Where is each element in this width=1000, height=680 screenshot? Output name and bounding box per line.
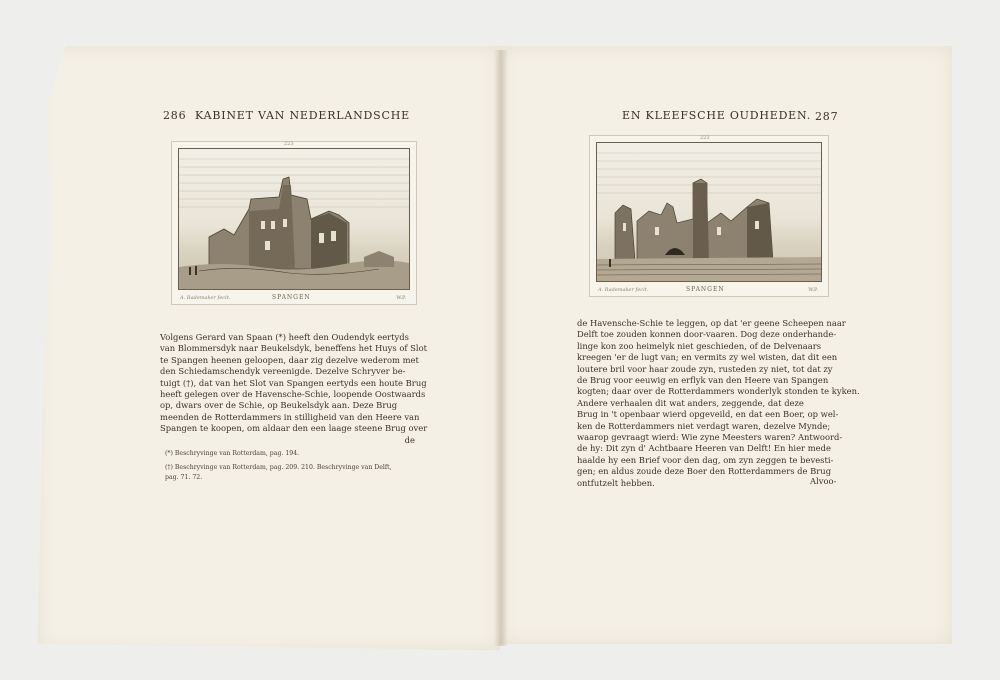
text-line: Spangen te koopen, om aldaar den een laage steene Brug over — [160, 423, 428, 434]
engraving-ruin-spangen — [596, 142, 822, 282]
catchword: Alvoo- — [810, 476, 837, 486]
text-line: ken de Rotterdammers niet verdagt waren, dezelve Mynde; — [577, 420, 831, 431]
text-line: loutere bril voor haar zoude zyn, rusteden zy niet, tot dat zy — [577, 363, 833, 374]
text-line: ontfutzelt hebben. — [577, 477, 655, 488]
text-line: gen; en aldus zoude deze Boer den Rotterdammers de Brug — [577, 466, 832, 477]
text-line: kogten; daar over de Rotterdammers wonderlyk stonden te kyken. — [577, 386, 860, 397]
footnote: (†) Beschryvinge van Rotterdam, pag. 209. 210. Beschryvinge van Delft, — [165, 464, 392, 471]
footnote: pag. 71. 72. — [165, 474, 203, 481]
text-line: tuigt (†), dat van het Slot van Spangen eertyds een houte Brug — [160, 377, 427, 388]
text-line: de — [404, 434, 415, 445]
engraver-mark: W.P. — [396, 295, 406, 301]
castle-ruin-illustration — [597, 143, 821, 281]
left-engraving-plate — [171, 141, 417, 305]
left-header-title: KABINET VAN NEDERLANDSCHE — [195, 109, 410, 122]
text-line: den Schiedamschendyk vereenigde. Dezelve Schryver be- — [160, 366, 406, 377]
text-line: de Havensche-Schie te leggen, op dat 'er geene Scheepen naar — [577, 318, 846, 328]
text-line: Brug in 't openbaar wierd opgeveild, en dat een Boer, op wel- — [577, 409, 839, 420]
footnote: (*) Beschryvinge van Rotterdam, pag. 194. — [165, 450, 300, 457]
text-line: Delft toe zouden konnen door-vaaren. Dog deze onderhande- — [577, 329, 837, 340]
text-line: kreegen 'er de lugt van; en vermits zy wel wisten, dat dit een — [577, 352, 838, 363]
text-line: Andere verhaalen dit wat anders, zeggende, dat deze — [577, 397, 804, 408]
left-page-number: 286 — [163, 109, 187, 122]
text-line: haalde hy een Brief voor den dag, om zyn zeggen te bevesti- — [577, 454, 834, 465]
engraver-credit: A. Rademaker fecit. — [598, 287, 649, 293]
text-line: de Brug voor eeuwig en erflyk van den Heere van Spangen — [577, 375, 829, 386]
text-line: Volgens Gerard van Spaan (*) heeft den Oudendyk eertyds — [160, 332, 409, 342]
right-running-head — [622, 109, 811, 122]
engraver-credit: A. Rademaker fecit. — [180, 295, 231, 301]
engraver-mark: W.P. — [808, 287, 818, 293]
text-line: linge kon zoo heimelyk niet geschieden, of de Delvenaars — [577, 340, 822, 351]
right-page-number: 287 — [815, 110, 839, 123]
text-line: van Blommersdyk naar Beukelsdyk, beneffens het Huys of Slot — [160, 343, 427, 354]
plate-caption: SPANGEN — [272, 294, 311, 301]
text-line: op, dwars over de Schie, op Beukelsdyk aan. Deze Brug — [160, 400, 398, 411]
text-line: meenden de Rotterdammers in stilligheid van den Heere van — [160, 411, 420, 422]
engraving-ruin-spangen — [178, 148, 410, 290]
plate-number: 223 — [284, 141, 294, 147]
plate-caption: SPANGEN — [686, 286, 725, 293]
left-running-head — [163, 109, 410, 122]
book-gutter — [494, 50, 508, 646]
right-engraving-plate — [589, 135, 829, 297]
text-line: de hy: Dit zyn d' Achtbaare Heeren van Delft! En hier mede — [577, 443, 831, 454]
text-line: te Spangen heenen geloopen, daar zig dezelve wederom met — [160, 354, 419, 365]
text-line: waarop gevraagt wierd: Wie zyne Meesters waren? Antwoord- — [577, 432, 843, 443]
right-body-text — [577, 318, 860, 489]
text-line: heeft gelegen over de Havensche-Schie, loopende Oostwaards — [160, 389, 426, 400]
castle-ruin-illustration — [179, 149, 409, 289]
right-header-title: EN KLEEFSCHE OUDHEDEN. — [622, 109, 812, 122]
left-body-text — [160, 332, 428, 446]
plate-number: 223 — [700, 135, 710, 141]
